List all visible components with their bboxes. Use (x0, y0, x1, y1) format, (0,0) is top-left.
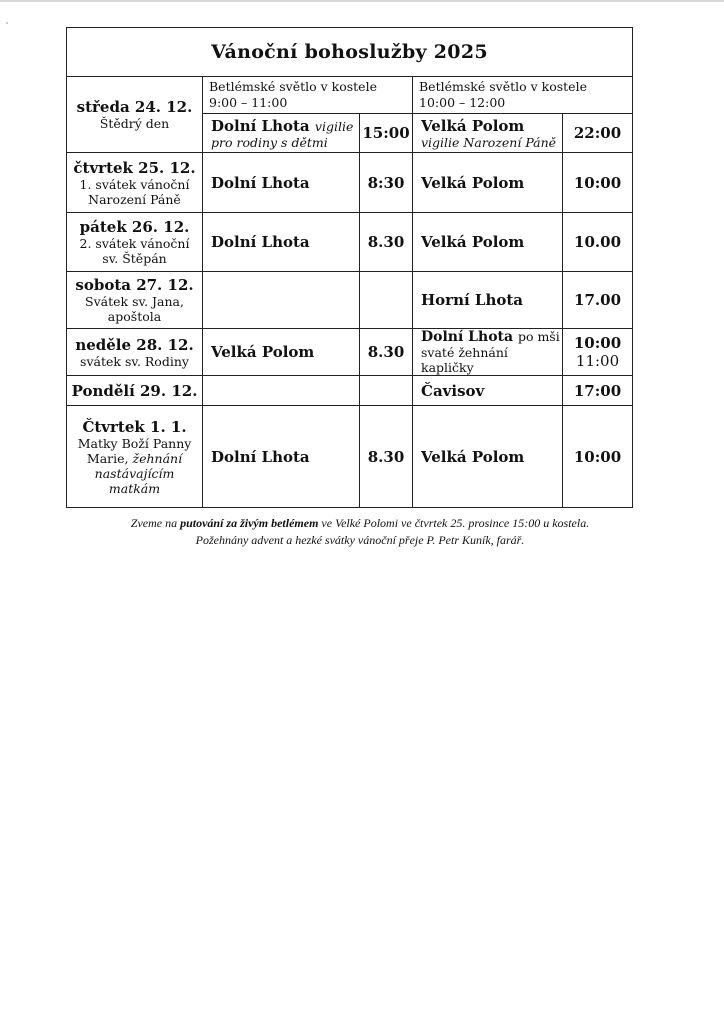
day-cell (67, 329, 203, 376)
time-cell: 10.00 (563, 213, 633, 272)
time-cell: 10:00 (563, 153, 633, 213)
day-cell (67, 153, 203, 213)
day-subtitle: apoštola (107, 309, 162, 324)
time-cell: 8:30 (360, 153, 413, 213)
place-note: vigilie Narození Páně (421, 134, 557, 150)
day-subtitle: Matky Boží Panny (77, 435, 192, 451)
day-cell (67, 272, 203, 329)
day-cell (67, 213, 203, 272)
light-header-label: Betlémské světlo v kostele (209, 79, 377, 94)
light-header-1 (203, 77, 413, 114)
place-cell: Velká Polom (413, 406, 563, 508)
place-cell: Čavisov (413, 376, 563, 406)
time-cell: 8.30 (360, 213, 413, 272)
day-date: Pondělí 29. 12. (71, 381, 198, 400)
note-emphasis: putování za živým betlémem (180, 516, 319, 530)
place-cell (413, 114, 563, 153)
day-date: čtvrtek 25. 12. (73, 158, 196, 177)
schedule-table (66, 27, 633, 508)
time-cell: 17:00 (563, 376, 633, 406)
time-cell: 8.30 (360, 329, 413, 376)
note-text: ve Velké Polomi ve čtvrtek 25. prosince 15:00 u kostela. (321, 516, 590, 530)
place-name: Dolní Lhota (211, 116, 310, 135)
place-cell: Dolní Lhota (203, 153, 360, 213)
day-subtitle-italic: žehnání (132, 450, 183, 466)
day-date: středa 24. 12. (76, 98, 193, 116)
place-name: Dolní Lhota (421, 329, 514, 345)
footer-note (40, 515, 680, 550)
day-subtitle (71, 451, 198, 466)
day-date: neděle 28. 12. (75, 335, 194, 354)
light-header-label: Betlémské světlo v kostele (419, 79, 587, 94)
day-subtitle-part: Marie, (86, 450, 129, 466)
day-cell (67, 406, 203, 508)
place-inline-note: vigilie (314, 118, 354, 134)
day-subtitle-italic: nastávajícím (94, 465, 175, 481)
time-value: 10:00 (573, 334, 622, 352)
footer-line-1 (40, 515, 680, 532)
place-cell: Velká Polom (413, 213, 563, 272)
place-cell: Dolní Lhota (203, 406, 360, 508)
place-inline-note: po mši (517, 329, 560, 344)
day-date: sobota 27. 12. (75, 276, 194, 294)
light-header-2 (413, 77, 633, 114)
place-cell (413, 329, 563, 376)
footer-line-2: Požehnány advent a hezké svátky vánoční přeje P. Petr Kuník, farář. (195, 533, 525, 548)
empty-cell (360, 272, 413, 329)
day-subtitle: 1. svátek vánoční (79, 176, 190, 192)
light-header-time: 10:00 – 12:00 (419, 94, 506, 110)
day-subtitle: sv. Štěpán (102, 251, 167, 266)
place-name: Velká Polom (421, 116, 525, 135)
time-cell (563, 329, 633, 376)
day-subtitle: 2. svátek vánoční (79, 236, 190, 251)
day-subtitle: Štědrý den (99, 116, 170, 131)
day-subtitle: svátek sv. Rodiny (80, 353, 189, 369)
time-cell: 8.30 (360, 406, 413, 508)
time-cell: 15:00 (360, 114, 413, 153)
light-header-time: 9:00 – 11:00 (209, 94, 288, 110)
place-cell: Velká Polom (203, 329, 360, 376)
day-subtitle-italic: matkám (108, 480, 161, 496)
place-cell: Velká Polom (413, 153, 563, 213)
day-date: pátek 26. 12. (79, 218, 190, 236)
place-cell: Dolní Lhota (203, 213, 360, 272)
note-text: Zveme na (130, 516, 178, 530)
time-cell: 22:00 (563, 114, 633, 153)
place-note: svaté žehnání kapličky (421, 345, 508, 375)
time-cell: 10:00 (563, 406, 633, 508)
page-top-edge (0, 0, 724, 2)
empty-cell (203, 272, 360, 329)
day-date: Čtvrtek 1. 1. (82, 417, 187, 436)
day-subtitle: Narození Páně (88, 191, 181, 207)
place-note: pro rodiny s dětmi (211, 134, 328, 150)
day-cell (67, 376, 203, 406)
place-cell: Horní Lhota (413, 272, 563, 329)
day-subtitle: Svátek sv. Jana, (85, 294, 184, 309)
time-value: 11:00 (575, 352, 620, 370)
page-title: Vánoční bohoslužby 2025 (67, 28, 633, 77)
empty-cell (360, 376, 413, 406)
empty-cell (203, 376, 360, 406)
time-cell: 17.00 (563, 272, 633, 329)
day-cell (67, 77, 203, 153)
place-cell (203, 114, 360, 153)
scan-dot (6, 22, 8, 24)
